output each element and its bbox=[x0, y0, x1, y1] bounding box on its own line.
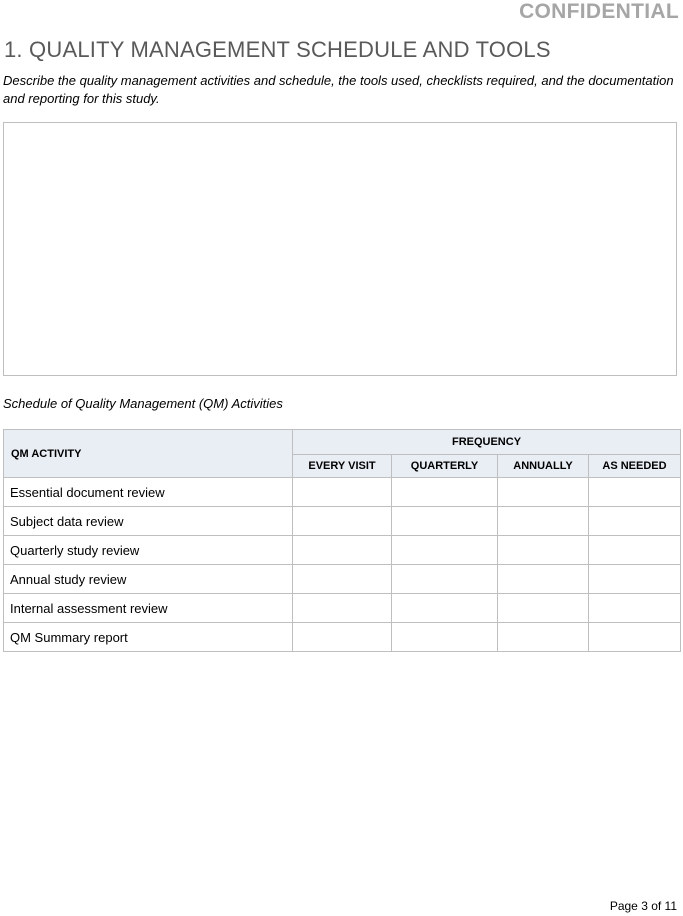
quarterly-cell[interactable] bbox=[392, 536, 498, 565]
activity-cell: Internal assessment review bbox=[4, 594, 293, 623]
column-header-frequency: FREQUENCY bbox=[293, 430, 681, 455]
every-visit-cell[interactable] bbox=[293, 507, 392, 536]
activity-cell: QM Summary report bbox=[4, 623, 293, 652]
annually-cell[interactable] bbox=[498, 478, 589, 507]
annually-cell[interactable] bbox=[498, 536, 589, 565]
column-header-annually: ANNUALLY bbox=[498, 455, 589, 478]
as-needed-cell[interactable] bbox=[589, 536, 681, 565]
annually-cell[interactable] bbox=[498, 623, 589, 652]
as-needed-cell[interactable] bbox=[589, 623, 681, 652]
activity-cell: Annual study review bbox=[4, 565, 293, 594]
page-title: 1. QUALITY MANAGEMENT SCHEDULE AND TOOLS bbox=[4, 37, 551, 62]
every-visit-cell[interactable] bbox=[293, 594, 392, 623]
confidential-label: CONFIDENTIAL bbox=[519, 0, 679, 23]
table-row bbox=[4, 507, 681, 536]
quarterly-cell[interactable] bbox=[392, 623, 498, 652]
as-needed-cell[interactable] bbox=[589, 507, 681, 536]
as-needed-cell[interactable] bbox=[589, 565, 681, 594]
every-visit-cell[interactable] bbox=[293, 623, 392, 652]
as-needed-cell[interactable] bbox=[589, 594, 681, 623]
column-header-every-visit: EVERY VISIT bbox=[293, 455, 392, 478]
page-number: Page 3 of 11 bbox=[609, 899, 677, 913]
schedule-heading: Schedule of Quality Management (QM) Activities bbox=[3, 396, 283, 411]
instructions-text: Describe the quality management activities and schedule, the tools used, checklists required, and the documentation and reporting for this study. bbox=[3, 73, 674, 106]
table-row bbox=[4, 623, 681, 652]
activity-cell: Essential document review bbox=[4, 478, 293, 507]
activity-cell: Subject data review bbox=[4, 507, 293, 536]
column-header-as-needed: AS NEEDED bbox=[589, 455, 681, 478]
table-row bbox=[4, 594, 681, 623]
column-header-quarterly: QUARTERLY bbox=[392, 455, 498, 478]
quarterly-cell[interactable] bbox=[392, 507, 498, 536]
every-visit-cell[interactable] bbox=[293, 478, 392, 507]
qm-schedule-table bbox=[3, 429, 681, 652]
table-row bbox=[4, 478, 681, 507]
every-visit-cell[interactable] bbox=[293, 536, 392, 565]
column-header-qm-activity: QM ACTIVITY bbox=[4, 430, 293, 478]
every-visit-cell[interactable] bbox=[293, 565, 392, 594]
table-row bbox=[4, 565, 681, 594]
table-row bbox=[4, 536, 681, 565]
annually-cell[interactable] bbox=[498, 565, 589, 594]
activity-cell: Quarterly study review bbox=[4, 536, 293, 565]
quarterly-cell[interactable] bbox=[392, 594, 498, 623]
annually-cell[interactable] bbox=[498, 507, 589, 536]
as-needed-cell[interactable] bbox=[589, 478, 681, 507]
annually-cell[interactable] bbox=[498, 594, 589, 623]
description-text-box[interactable] bbox=[3, 122, 677, 376]
quarterly-cell[interactable] bbox=[392, 478, 498, 507]
quarterly-cell[interactable] bbox=[392, 565, 498, 594]
